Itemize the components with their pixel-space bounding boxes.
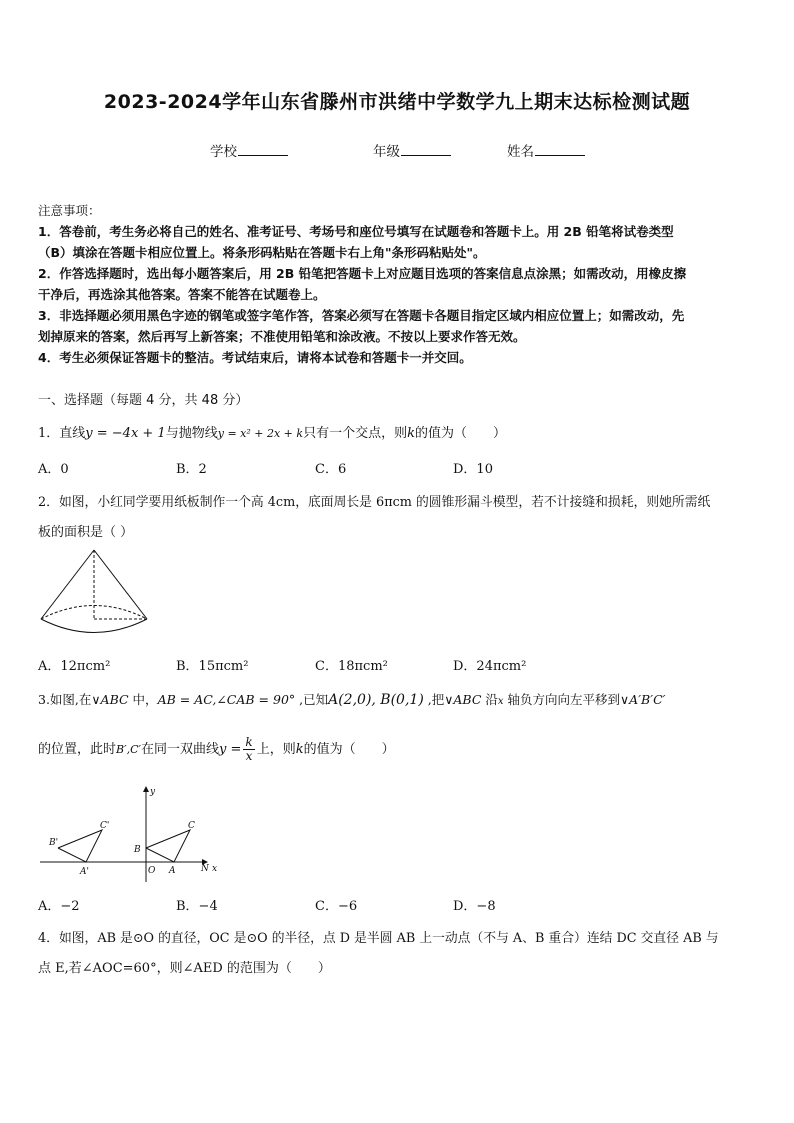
notice-header: 注意事项： bbox=[38, 203, 101, 218]
q2-option-b: B．15πcm² bbox=[176, 659, 249, 674]
question-4-line-1: 4．如图，AB 是⊙O 的直径，OC 是⊙O 的半径，点 D 是半圆 AB 上一动点（不与 A、B 重合）连结 DC 交直径 AB 与 bbox=[38, 931, 719, 946]
question-3-line-2: 的位置，此时B′,C′在同一双曲线y = $\frac{k}{x}$ 上，则k的值为（ ） bbox=[38, 735, 395, 763]
q3-option-d: D．−8 bbox=[453, 899, 496, 914]
label-c-prime: C' bbox=[100, 821, 110, 831]
name-label: 姓名 bbox=[507, 144, 534, 160]
q3-option-c: C．−6 bbox=[315, 899, 358, 914]
notice-item-4: 4．考生必须保证答题卡的整洁。考试结束后，请将本试卷和答题卡一并交回。 bbox=[38, 350, 472, 365]
question-2-line-2: 板的面积是（ ） bbox=[38, 525, 134, 540]
label-x: x bbox=[212, 864, 218, 874]
q1-option-d: D．10 bbox=[453, 462, 493, 477]
q1-option-b: B．2 bbox=[176, 462, 207, 477]
label-n: N bbox=[201, 864, 209, 874]
label-y: y bbox=[150, 787, 156, 797]
section-heading: 一、选择题（每题 4 分，共 48 分） bbox=[38, 393, 249, 408]
notice-item-3a: 3．非选择题必须用黑色字迹的钢笔或签字笔作答，答案必须写在答题卡各题目指定区域内相应位置上；如需改动，先 bbox=[38, 308, 685, 323]
q3-option-b: B．−4 bbox=[176, 899, 218, 914]
cone-figure bbox=[38, 546, 150, 638]
label-a-prime: A' bbox=[80, 867, 89, 877]
q1-option-c: C．6 bbox=[315, 462, 347, 477]
grade-field bbox=[373, 140, 451, 160]
q1-line-equation: y = −4x + 1 bbox=[85, 426, 166, 441]
notice-block bbox=[38, 200, 758, 368]
label-o: O bbox=[148, 866, 156, 876]
q2-option-d: D．24πcm² bbox=[453, 659, 527, 674]
question-2-line-1: 2．如图，小红同学要用纸板制作一个高 4cm，底面周长是 6πcm 的圆锥形漏斗模型，若不计接缝和损耗，则她所需纸 bbox=[38, 495, 711, 510]
grade-blank bbox=[401, 143, 451, 156]
grade-label: 年级 bbox=[373, 144, 400, 160]
notice-item-1b: （B）填涂在答题卡相应位置上。将条形码粘贴在答题卡右上角"条形码粘贴处"。 bbox=[38, 245, 486, 260]
label-b-prime: B' bbox=[49, 838, 59, 848]
notice-item-2b: 干净后，再选涂其他答案。答案不能答在试题卷上。 bbox=[38, 287, 326, 302]
name-blank bbox=[535, 143, 585, 156]
question-4-line-2: 点 E,若∠AOC=60°，则∠AED 的范围为（ ） bbox=[38, 961, 331, 976]
label-b: B bbox=[134, 845, 141, 855]
school-label: 学校 bbox=[210, 144, 237, 160]
q1-parabola-equation: y = x² + 2x + k bbox=[217, 427, 304, 440]
notice-item-2a: 2．作答选择题时，选出每小题答案后，用 2B 铅笔把答题卡上对应题目选项的答案信息点涂黑；如需改动，用橡皮擦 bbox=[38, 266, 687, 281]
label-a: A bbox=[169, 866, 176, 876]
q3-fraction: $\frac{k}{x}$ bbox=[245, 735, 253, 763]
label-c: C bbox=[188, 821, 195, 831]
notice-item-3b: 划掉原来的答案，然后再写上新答案；不准使用铅笔和涂改液。不按以上要求作答无效。 bbox=[38, 329, 526, 344]
q1-option-a: A．0 bbox=[38, 462, 69, 477]
q3-coordinate-figure bbox=[40, 782, 220, 882]
q2-option-c: C．18πcm² bbox=[315, 659, 388, 674]
q2-option-a: A．12πcm² bbox=[38, 659, 111, 674]
page-title: 2023-2024学年山东省滕州市洪绪中学数学九上期末达标检测试题 bbox=[103, 91, 691, 113]
name-field bbox=[507, 140, 585, 160]
school-blank bbox=[238, 143, 288, 156]
question-1: 1．直线y = −4x + 1与抛物线y = x² + 2x + k只有一个交点，则k的值为（ ） bbox=[38, 426, 506, 441]
notice-item-1a: 1．答卷前，考生务必将自己的姓名、准考证号、考场号和座位号填写在试题卷和答题卡上。用 2B 铅笔将试卷类型 bbox=[38, 224, 674, 239]
q3-option-a: A．−2 bbox=[38, 899, 80, 914]
school-field bbox=[210, 140, 288, 160]
question-3-line-1: 3.如图,在∨ABC 中，AB = AC,∠CAB = 90° ,已知A(2,0), B(0,1) ,把∨ABC 沿x 轴负方向向左平移到∨A′B′C′ bbox=[38, 692, 666, 708]
